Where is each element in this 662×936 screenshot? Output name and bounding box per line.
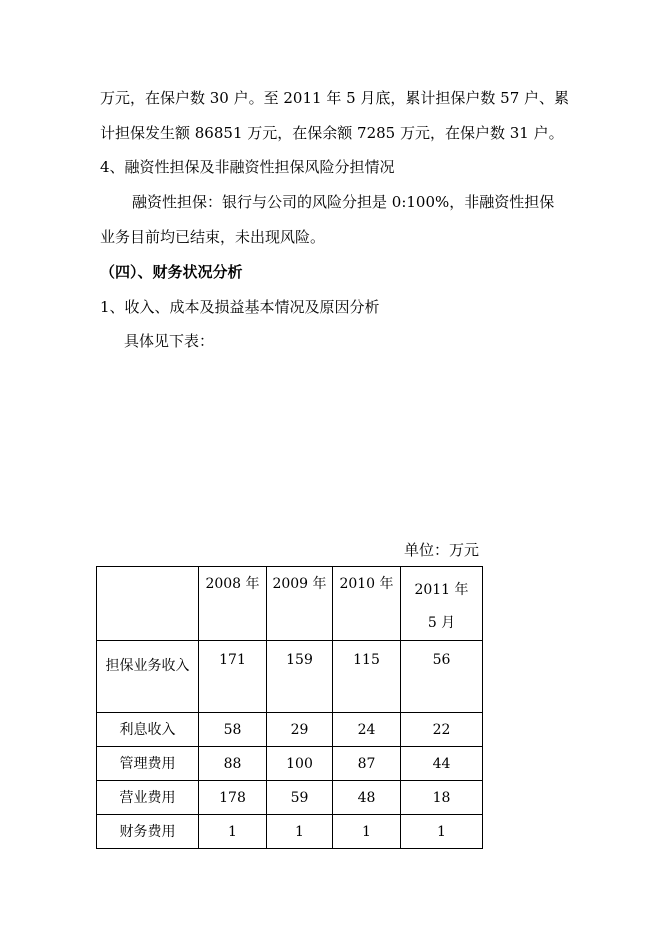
table-cell: 1 [401, 815, 483, 849]
table-cell: 100 [267, 747, 333, 781]
table-row [97, 781, 483, 815]
table-cell: 171 [199, 641, 267, 713]
section-subheading: 4、融资性担保及非融资性担保风险分担情况 [100, 158, 395, 176]
table-row-label: 营业费用 [97, 781, 199, 815]
table-cell: 56 [401, 641, 483, 713]
table-cell: 115 [333, 641, 401, 713]
table-row [97, 815, 483, 849]
table-cell: 29 [267, 713, 333, 747]
table-row [97, 747, 483, 781]
table-cell: 59 [267, 781, 333, 815]
paragraph-line: 具体见下表： [124, 332, 215, 350]
table-row [97, 641, 483, 713]
paragraph-line: 融资性担保：银行与公司的风险分担是 0:100%，非融资性担保 [132, 193, 555, 211]
paragraph-line: 万元，在保户数 30 户。至 2011 年 5 月底，累计担保户数 57 户、累 [100, 89, 570, 107]
paragraph-line: 业务目前均已结束，未出现风险。 [100, 228, 326, 246]
table-cell: 22 [401, 713, 483, 747]
section-heading: （四）、财务状况分析 [100, 263, 243, 281]
table-cell: 178 [199, 781, 267, 815]
table-row-label: 利息收入 [97, 713, 199, 747]
table-cell: 88 [199, 747, 267, 781]
table-row [97, 713, 483, 747]
table-row-label: 管理费用 [97, 747, 199, 781]
table-header-cell: 2009 年 [267, 567, 333, 641]
table-cell: 48 [333, 781, 401, 815]
table-header-cell: 2008 年 [199, 567, 267, 641]
table-cell: 159 [267, 641, 333, 713]
table-cell: 87 [333, 747, 401, 781]
financial-table [96, 566, 483, 849]
table-cell: 1 [333, 815, 401, 849]
table-header-cell: 2010 年 [333, 567, 401, 641]
table-cell: 18 [401, 781, 483, 815]
table-cell: 1 [267, 815, 333, 849]
table-row-label: 财务费用 [97, 815, 199, 849]
table-header-row [97, 567, 483, 641]
table-header-cell [97, 567, 199, 641]
table-unit-label: 单位：万元 [404, 541, 480, 559]
table-cell: 1 [199, 815, 267, 849]
section-subheading: 1、收入、成本及损益基本情况及原因分析 [100, 298, 380, 316]
paragraph-line: 计担保发生额 86851 万元，在保余额 7285 万元，在保户数 31 户。 [100, 124, 564, 142]
table-header-cell: 2011 年 5 月 [401, 567, 483, 641]
table-row-label: 担保业务收入 [97, 641, 199, 713]
table-cell: 58 [199, 713, 267, 747]
table-cell: 24 [333, 713, 401, 747]
table-cell: 44 [401, 747, 483, 781]
